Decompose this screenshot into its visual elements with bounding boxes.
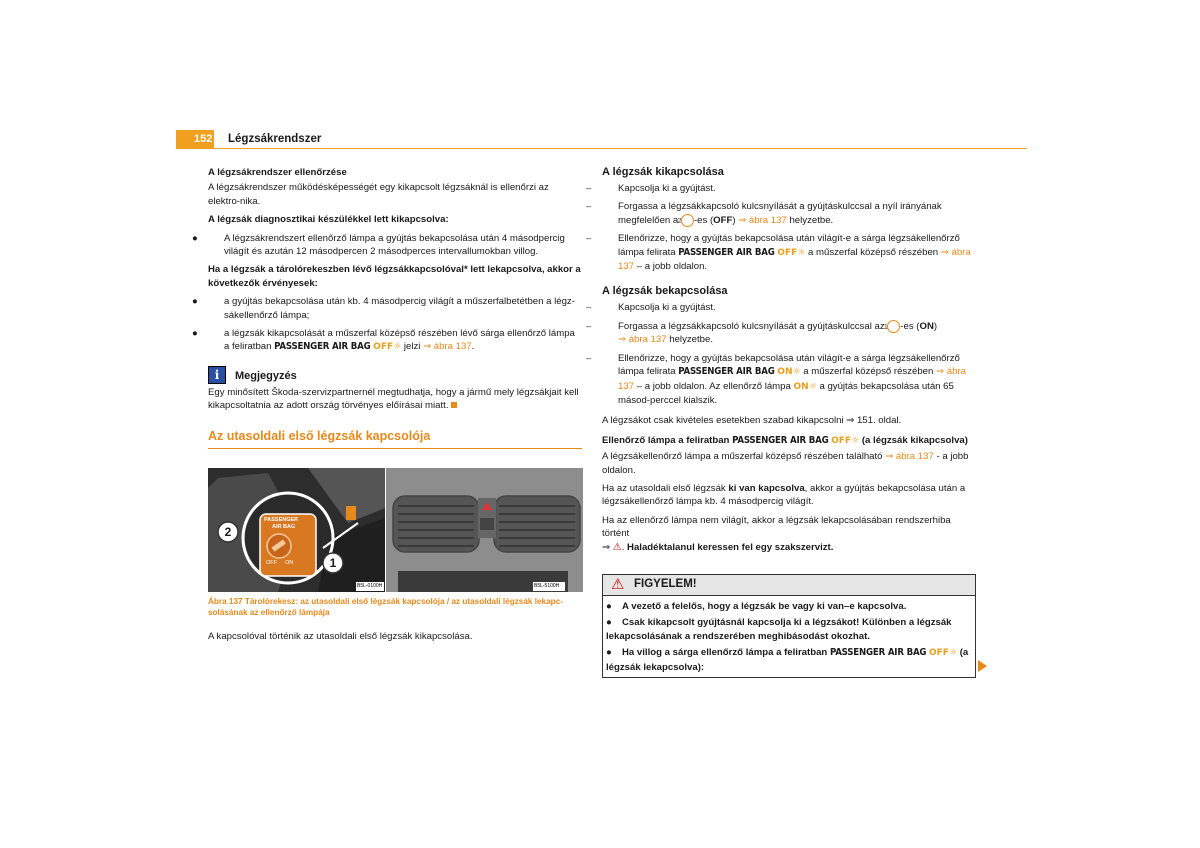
figure-link[interactable]: ábra 137 (433, 341, 472, 353)
heading-lamp (602, 434, 976, 448)
warning-item: ● A vezető a felelős, hogy a légzsák be vagy ki van–e kapcsolva. (606, 601, 907, 612)
paragraph-text: Haladéktalanul keressen fel egy szakszervizt. (627, 541, 834, 553)
bullet-item: ● A légzsákrendszert ellenőrző lámpa a gyújtás bekapcsolása után 4 másodpercig világít és azután 12 másodpercen 2 másodperces intervallumokban villog. (192, 232, 565, 258)
step-text: Kapcsolja ki a gyújtást. (618, 183, 716, 194)
arrow-icon: ⇒ (423, 341, 432, 353)
paragraph-text: , akkor a gyújtás bekapcsolása után a légzsákellenőrző lámpa kb. 4 másodpercig világít. (602, 482, 966, 508)
section-heading (208, 427, 582, 449)
step-text: a gyújtás bekapcsolása után 65 másod-perccel kialszik. (618, 380, 954, 406)
off-label: OFF (777, 247, 798, 258)
arrow-icon: ⇒ (738, 214, 747, 226)
paragraph-text: ki van kapcsolva (728, 482, 805, 494)
next-page-arrow-icon[interactable] (978, 660, 987, 672)
figure-label-off: OFF (266, 560, 277, 566)
bullet-text: A légzsákrendszert ellenőrző lámpa a gyújtás bekapcsolása után 4 másodpercig világít és azután 12 másodpercen 2 másodperces intervallumokban villog. (224, 232, 565, 258)
bullet-text: jelzi (403, 341, 421, 353)
end-square-icon (451, 402, 457, 408)
arrow-icon: ⇒ (885, 451, 894, 463)
figure-code-left: B5L-0100H (357, 583, 383, 589)
heading-airbag-check: A légzsákrendszer ellenőrzése (208, 167, 347, 178)
step-text: Kapcsolja ki a gyújtást. (618, 302, 716, 314)
airbag-icon: ☼ (393, 342, 402, 353)
on-label: ON (793, 381, 809, 392)
off-label: OFF (713, 214, 733, 226)
figure-callout-2: 2 (224, 525, 232, 539)
arrow-icon: ⇒ (940, 246, 949, 258)
warning-item: ● Ha villog a sárga ellenőrző lámpa a feliratban PASSENGER AIR BAG OFF☼ (a légzsák lekapcsolva): (606, 647, 969, 673)
bullet-text: a légzsák kikapcsolását a műszerfal középső részében lévő sárga ellenőrző lámpa a feliratban (224, 328, 575, 353)
step-text: a műszerfal középső részében (803, 366, 934, 378)
arrow-icon: ⇒ (618, 334, 627, 346)
warning-title: FIGYELEM! (634, 578, 697, 590)
note-title: Megjegyzés (235, 369, 297, 382)
warning-text: (a légzsák lekapcsolva): (606, 647, 969, 673)
figure-link[interactable]: ábra 137 (618, 366, 966, 392)
warning-body (603, 596, 975, 674)
period: . (471, 341, 475, 353)
heading-deactivate: A légzsák kikapcsolása (602, 166, 724, 178)
paragraph (602, 482, 976, 509)
step-item: – Forgassa a légzsákkapcsoló kulcsnyílását a gyújtáskulccsal az 1 -es (ON) ⇒ ábra 137 helyzetbe. (586, 320, 938, 346)
warning-header (603, 575, 975, 596)
step-text: – a jobb oldalon. (636, 261, 708, 273)
airbag-icon: ☼ (948, 648, 958, 659)
paragraph-text: Ha az ellenőrző lámpa nem világít, akkor a légzsák lekapcsolásában rendszerhiba történt (602, 514, 951, 540)
position-1-icon: 1 (887, 320, 900, 333)
paragraph-text: Ha az utasoldali első légzsák (602, 482, 726, 494)
warning-triangle-icon: ⚠ (611, 576, 625, 593)
airbag-icon: ☼ (851, 435, 860, 446)
step-text: helyzetbe. (789, 214, 834, 226)
bullet-item: ● a gyújtás bekapcsolása után kb. 4 másodpercig világít a műszerfalbetétben a légz-sákellenőrző lámpa; (192, 296, 575, 321)
heading-activate: A légzsák bekapcsolása (602, 285, 728, 298)
passenger-airbag-label: PASSENGER AIR BAG (274, 341, 371, 353)
figure-caption: Ábra 137 Tárolórekesz: az utasoldali első légzsák kapcsolója / az utasoldali légzsák lekapc-solásának az ellenőrző lámpája (208, 597, 563, 617)
paragraph: Ha az ellenőrző lámpa nem világít, akkor a légzsák lekapcsolásában rendszerhiba történt ⇒ ⚠. Haladéktalanul keressen fel egy szakszervizt. (602, 514, 951, 553)
off-label: OFF (373, 342, 394, 353)
step-item: – Ellenőrizze, hogy a gyújtás bekapcsolása után világít-e a sárga légzsákellenőrző lámpa felirata PASSENGER AIR BAG OFF☼ a műszerfal középső részében ⇒ ábra 137 – a jobb oldalon. (586, 233, 971, 273)
step-text: ) (732, 214, 736, 226)
figure-137 (208, 468, 583, 592)
page-number: 152 (194, 133, 213, 145)
paragraph-text: - a jobb oldalon. (602, 451, 969, 476)
header-title: Légzsákrendszer (228, 133, 322, 145)
step-text: -es ( (900, 320, 920, 332)
passenger-airbag-label: PASSENGER AIR BAG (829, 647, 927, 659)
figure-label-on: ON (285, 560, 294, 566)
warning-text: A vezető a felelős, hogy a légzsák be vagy ki van–e kapcsolva. (622, 601, 907, 612)
step-item: – Ellenőrizze, hogy a gyújtás bekapcsolása után világít-e a sárga légzsákellenőrző lámpa felirata PASSENGER AIR BAG ON☼ a műszerfal középső részében ⇒ ábra 137 – a jobb oldalon. Az ellenőrző lámpa ON☼ a gyújtás bekapcsolása után 65 másod-perccel kialszik. (586, 352, 966, 406)
heading-text: Ellenőrző lámpa a feliratban (602, 434, 730, 446)
passenger-airbag-label: PASSENGER AIR BAG (678, 366, 775, 378)
step-item: – Kapcsolja ki a gyújtást. (586, 183, 716, 194)
warning-triangle-icon: ⚠ (612, 541, 622, 553)
paragraph (602, 450, 976, 477)
step-text: Forgassa a légzsákkapcsoló kulcsnyílását a gyújtáskulccsal az (618, 320, 885, 332)
figure-label-passenger: PASSENGER (264, 517, 299, 523)
paragraph: A légzsákot csak kivételes esetekben szabad kikapcsolni ⇒ 151. oldal. (602, 415, 902, 427)
airbag-icon: ☼ (808, 381, 817, 392)
bullet-text: a gyújtás bekapcsolása után kb. 4 másodpercig világít a műszerfalbetétben a légz-sákellenőrző lámpa; (224, 296, 575, 321)
step-text: – a jobb oldalon. Az ellenőrző lámpa (636, 380, 791, 392)
right-column (586, 166, 976, 554)
airbag-icon: ☼ (792, 367, 801, 378)
figure-link[interactable]: ábra 137 (748, 214, 787, 226)
step-text: -es ( (693, 214, 714, 226)
paragraph: A kapcsolóval történik az utasoldali első légzsák kikapcsolása. (208, 631, 473, 642)
off-label: OFF (831, 435, 852, 446)
step-text: a műszerfal középső részében (808, 246, 939, 258)
header-rule (176, 148, 1027, 149)
note-text-body: Egy minősített Škoda-szervizpartnernél megtudhatja, hogy a jármű mely légzsákjait kell kikapcsoltatnia az adott ország törvényes előírásai miatt. (208, 386, 579, 412)
paragraph-text: A légzsákellenőrző lámpa a műszerfal középső részében található (602, 451, 883, 463)
figure-link[interactable]: ábra 137 (895, 451, 934, 463)
paragraph: A légzsákrendszer működésképességét egy kikapcsolt légzsáknál is ellenőrzi az elektro-nika. (208, 182, 549, 207)
passenger-airbag-label: PASSENGER AIR BAG (678, 246, 775, 258)
warning-text: Csak kikapcsolt gyújtásnál kapcsolja ki a légzsákot! Különben a légzsák lekapcsolásának a rendszerében meghibásodást okozhat. (606, 617, 952, 642)
info-icon: i (208, 366, 226, 384)
step-text: Ellenőrizze, hogy a gyújtás bekapcsolása után világít-e a sárga légzsákellenőrző lámpa felirata (618, 233, 960, 258)
heading-text: (a légzsák kikapcsolva) (861, 434, 968, 446)
figure-illustration (208, 468, 583, 592)
step-text: ) (933, 320, 938, 332)
step-text: helyzetbe. (669, 334, 713, 346)
figure-link[interactable]: ábra 137 (628, 334, 667, 346)
figure-label-airbag: AIR BAG (272, 524, 296, 530)
figure-code-right: B5L-5100H (534, 583, 560, 589)
note-block (208, 369, 582, 413)
off-label: OFF (928, 648, 949, 659)
note-text (208, 386, 582, 413)
warning-box (602, 574, 976, 678)
left-column (192, 166, 582, 449)
heading-diagnostic: A légzsák diagnosztikai készülékkel lett kikapcsolva: (208, 214, 449, 226)
figure-link[interactable]: ábra 137 (618, 246, 971, 273)
section-title: Az utasoldali első légzsák kapcsolója (208, 428, 431, 443)
arrow-icon: ⇒ (936, 366, 945, 378)
passenger-airbag-label: PASSENGER AIR BAG (732, 434, 829, 446)
heading-storage-switch: Ha a légzsák a tárolórekeszben lévő légzsákkapcsolóval* lett lekapcsolva, akkor a következők érvényesek: (208, 264, 581, 289)
step-text: Forgassa a légzsákkapcsoló kulcsnyílását a gyújtáskulccsal a nyíl irányának megfelelően a (618, 201, 942, 226)
step-text: Ellenőrizze, hogy a gyújtás bekapcsolása után világít-e a sárga légzsákellenőrző lámpa felirata (618, 352, 960, 378)
bullet-item: ● a légzsák kikapcsolását a műszerfal középső részében lévő sárga ellenőrző lámpa a feliratban PASSENGER AIR BAG OFF☼ jelzi ⇒ ábra 137. (192, 328, 575, 353)
airbag-icon: ☼ (797, 247, 806, 258)
warning-item: ● Csak kikapcsolt gyújtásnál kapcsolja ki a légzsákot! Különben a légzsák lekapcsolásának a rendszerében meghibásodást okozhat. (606, 617, 952, 642)
position-2-icon: 2 (681, 214, 694, 227)
on-label: ON (919, 320, 934, 332)
step-item: – Forgassa a légzsákkapcsoló kulcsnyílását a gyújtáskulccsal a nyíl irányának megfelelően a 2 -es (OFF) ⇒ ábra 137 helyzetbe. (586, 201, 942, 226)
warning-text: Ha villog a sárga ellenőrző lámpa a feliratban (622, 647, 828, 659)
step-item: – Kapcsolja ki a gyújtást. (586, 302, 716, 314)
figure-callout-1: 1 (329, 556, 337, 570)
on-label: ON (777, 367, 793, 378)
